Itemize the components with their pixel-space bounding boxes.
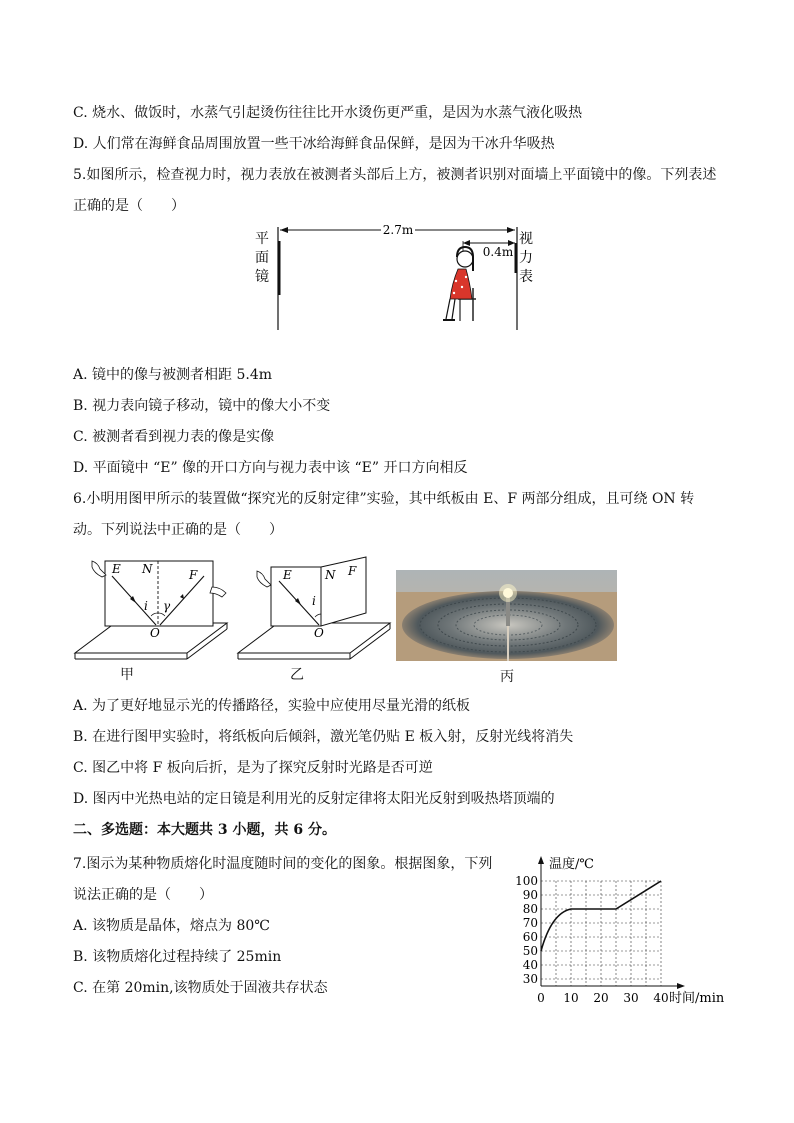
- x-tick-label: 40: [653, 991, 669, 1005]
- jia-label-r: γ: [163, 599, 171, 613]
- q4-option-c: C. 烧水、做饭时，水蒸气引起烫伤往往比开水烫伤更严重，是因为水蒸气液化吸热: [73, 105, 583, 121]
- caption-yi: 乙: [290, 667, 304, 683]
- x-tick-label: 20: [593, 991, 609, 1005]
- chart-label-3: 表: [519, 269, 533, 285]
- mirror-label-1: 平: [255, 231, 269, 247]
- caption-jia: 甲: [120, 667, 134, 683]
- y-axis-arrow: [538, 856, 544, 864]
- y-tick-label: 70: [522, 916, 538, 930]
- jia-label-F: F: [189, 568, 198, 582]
- distance-total: 2.7m: [382, 223, 414, 237]
- figure-yi: [235, 553, 395, 663]
- jia-label-O: O: [150, 626, 160, 640]
- q5-option-d: D. 平面镜中 “E” 像的开口方向与视力表中该 “E” 开口方向相反: [73, 460, 468, 476]
- distance-head: 0.4m: [482, 245, 514, 259]
- x-axis-label: 时间/min: [669, 991, 725, 1006]
- y-tick-label: 60: [522, 930, 538, 944]
- seated-girl-drawing: [443, 247, 476, 321]
- yi-label-E: E: [283, 568, 292, 582]
- jia-label-N: N: [142, 562, 153, 576]
- x-tick-label: 30: [623, 991, 639, 1005]
- q6-stem-line1: 6.小明用图甲所示的装置做“探究光的反射定律”实验，其中纸板由 E、F 两部分组成，且可绕 ON 转: [73, 491, 695, 507]
- q7-option-b: B. 该物质熔化过程持续了 25min: [73, 949, 282, 965]
- y-axis-label: 温度/℃: [549, 857, 594, 872]
- q5-eye-test-figure: [250, 215, 550, 335]
- q5-option-c: C. 被测者看到视力表的像是实像: [73, 429, 275, 445]
- chart-label-1: 视: [519, 231, 533, 247]
- yi-label-F: F: [348, 564, 357, 578]
- y-tick-label: 80: [522, 902, 538, 916]
- y-tick-label: 50: [522, 944, 538, 958]
- q4-option-d: D. 人们常在海鲜食品周围放置一些干冰给海鲜食品保鲜，是因为干冰升华吸热: [73, 136, 555, 152]
- caption-bing: 丙: [500, 669, 514, 685]
- section-heading-multiple-choice: 二、多选题：本大题共 3 小题，共 6 分。: [73, 822, 336, 838]
- temperature-curve: [541, 881, 661, 951]
- q7-stem-line2: 说法正确的是（ ）: [73, 887, 213, 903]
- q5-option-b: B. 视力表向镜子移动，镜中的像大小不变: [73, 398, 331, 414]
- melting-curve-chart: [510, 848, 730, 1008]
- mirror-label-3: 镜: [255, 269, 269, 285]
- solar-plant-photo: [396, 570, 617, 661]
- q7-option-c: C. 在第 20min,该物质处于固液共存状态: [73, 980, 328, 996]
- y-tick-label: 40: [522, 958, 538, 972]
- x-tick-label: 10: [563, 991, 579, 1005]
- jia-label-i: i: [144, 599, 148, 613]
- q6-option-d: D. 图丙中光热电站的定日镜是利用光的反射定律将太阳光反射到吸热塔顶端的: [73, 791, 555, 807]
- q7-stem-line1: 7.图示为某种物质熔化时温度随时间的变化的图象。根据图象，下列: [73, 856, 493, 872]
- yi-label-O: O: [314, 626, 324, 640]
- jia-label-E: E: [112, 562, 121, 576]
- y-tick-label: 90: [522, 888, 538, 902]
- q6-option-a: A. 为了更好地显示光的传播路径，实验中应使用尽量光滑的纸板: [73, 698, 471, 714]
- q5-stem-line2: 正确的是（ ）: [73, 198, 185, 214]
- mirror-label-2: 面: [255, 250, 269, 266]
- q5-stem-line1: 5.如图所示，检查视力时，视力表放在被测者头部后上方，被测者识别对面墙上平面镜中的像。下列表述: [73, 167, 717, 183]
- x-tick-label: 0: [537, 991, 545, 1005]
- y-tick-label: 30: [522, 972, 538, 986]
- q5-option-a: A. 镜中的像与被测者相距 5.4m: [73, 367, 273, 383]
- q6-stem-line2: 动。下列说法中正确的是（ ）: [73, 522, 283, 538]
- yi-label-i: i: [312, 594, 316, 608]
- y-tick-label: 100: [515, 874, 538, 888]
- q6-option-b: B. 在进行图甲实验时，将纸板向后倾斜，激光笔仍贴 E 板入射，反射光线将消失: [73, 729, 574, 745]
- q6-option-c: C. 图乙中将 F 板向后折，是为了探究反射时光路是否可逆: [73, 760, 433, 776]
- x-axis-arrow: [677, 983, 685, 989]
- figure-jia: [72, 553, 232, 663]
- chart-label-2: 力: [519, 250, 533, 266]
- q7-option-a: A. 该物质是晶体，熔点为 80℃: [73, 918, 270, 934]
- yi-label-N: N: [325, 568, 336, 582]
